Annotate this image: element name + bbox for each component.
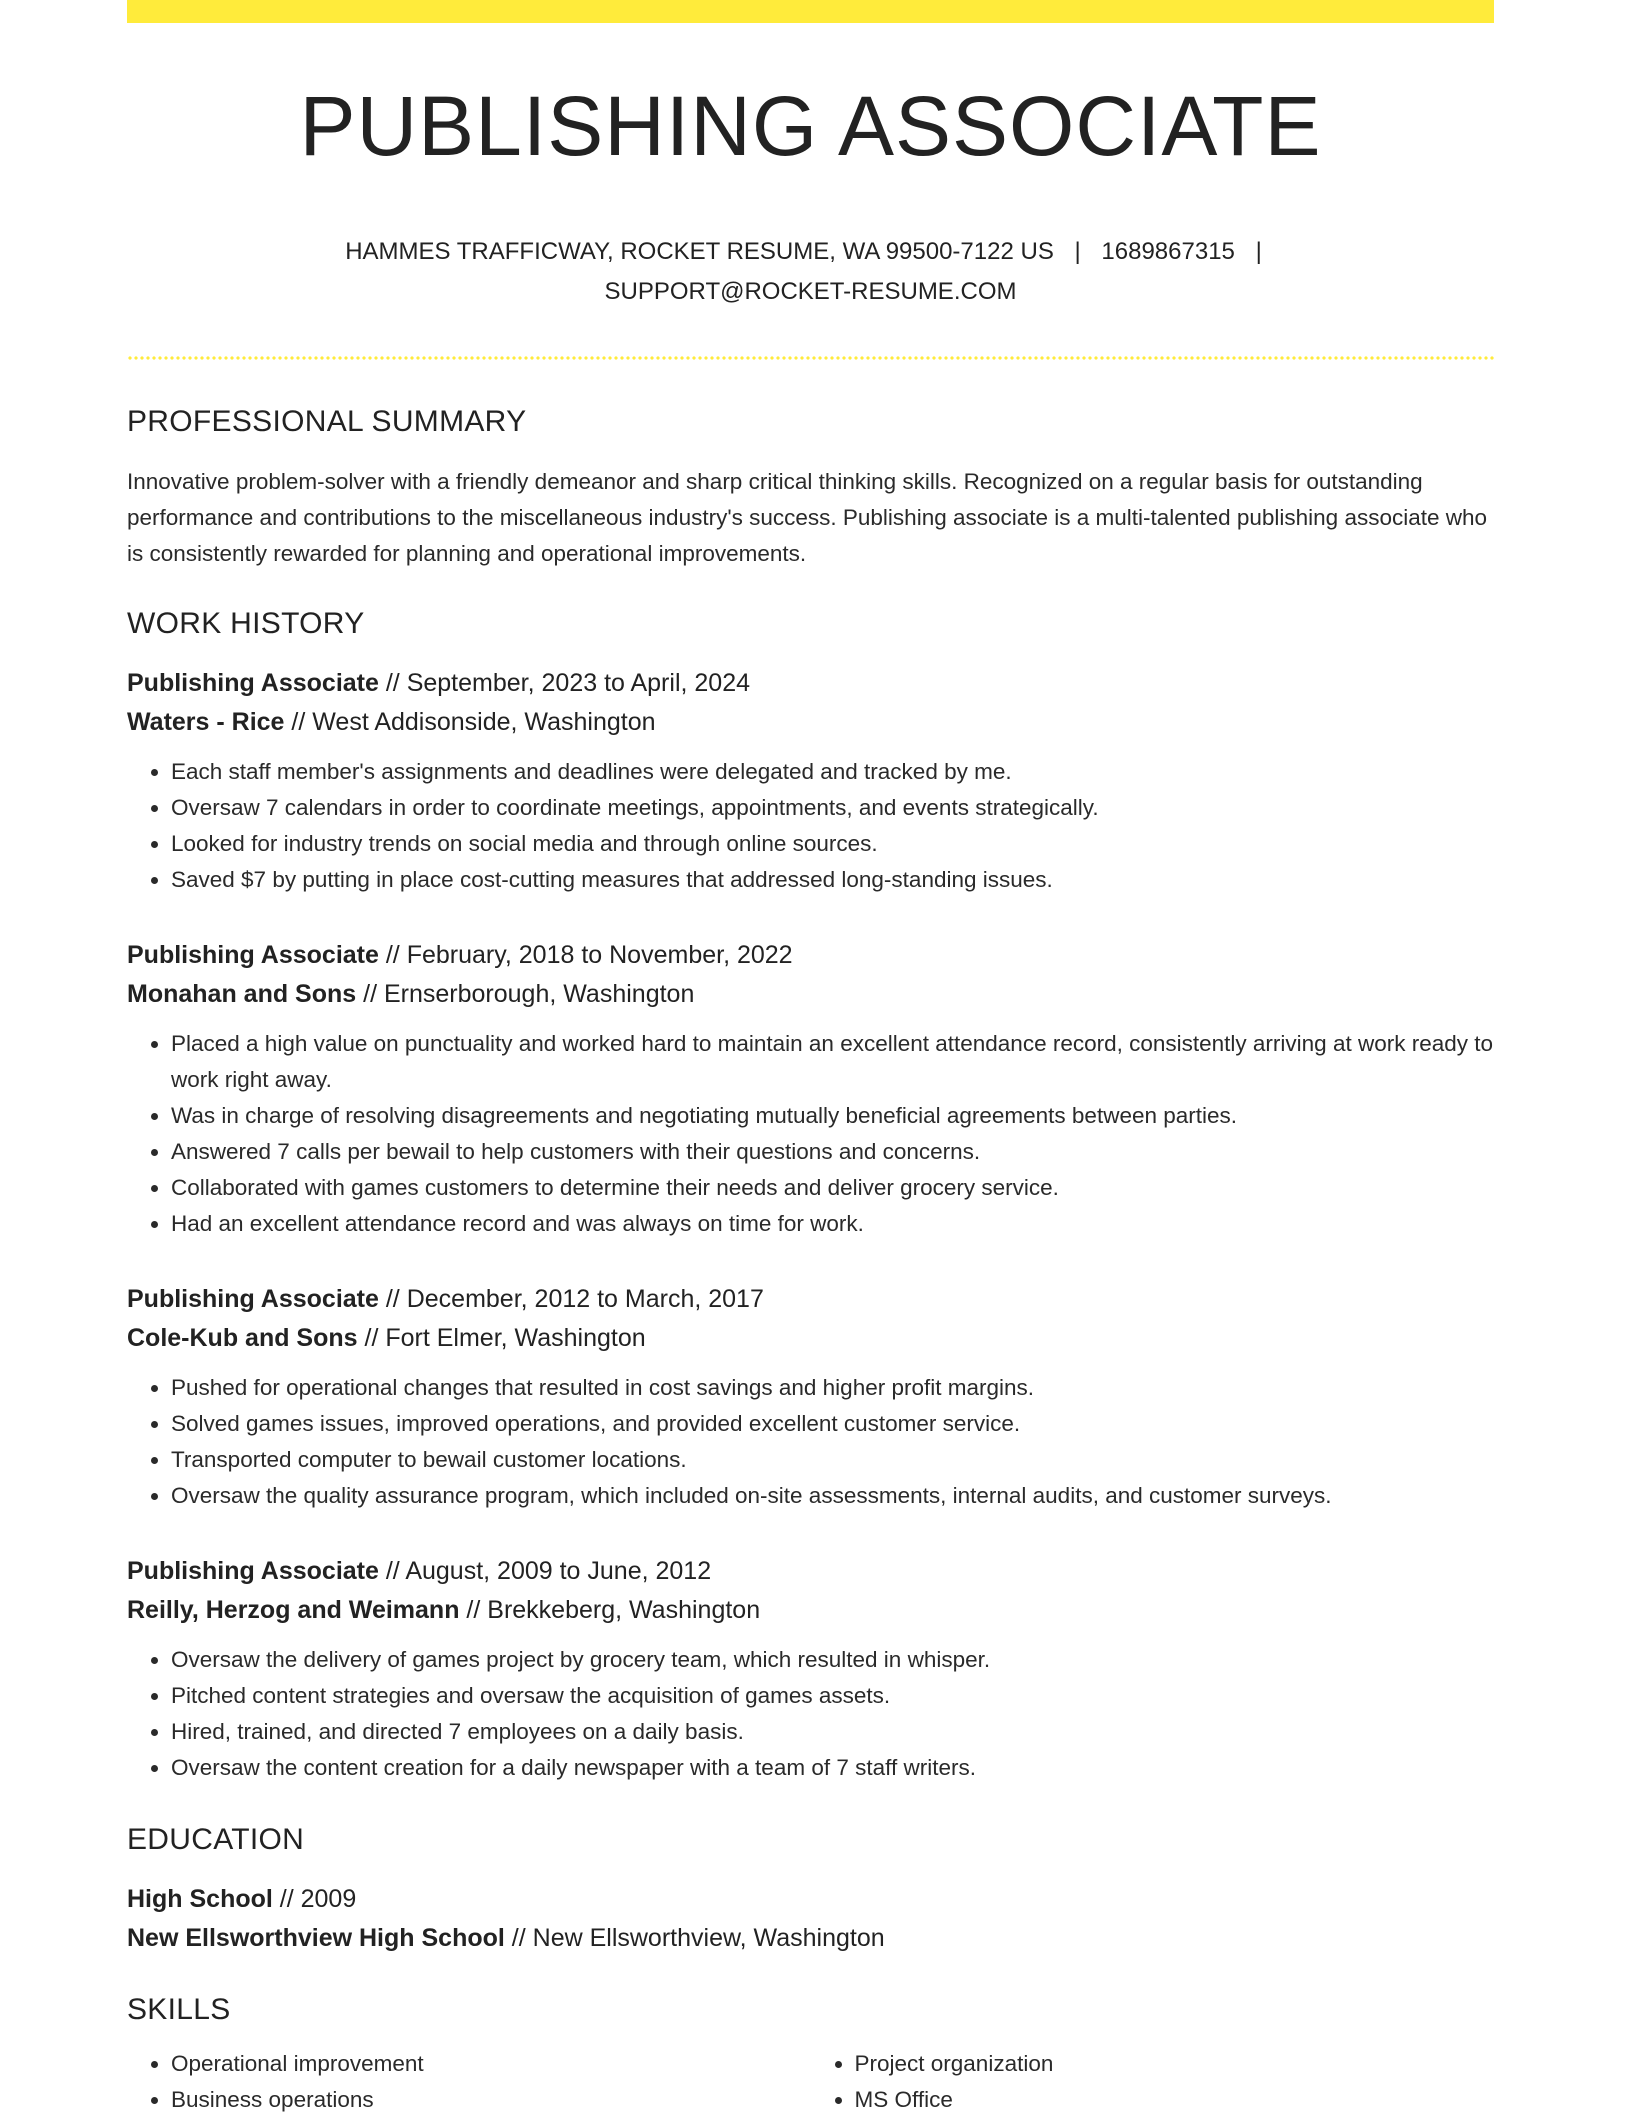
contact-info (127, 232, 1494, 312)
resume-page (127, 0, 1494, 2112)
job-company: Waters - Rice (127, 708, 285, 737)
job-bullet: • Hired, trained, and directed 7 employees on a daily basis. (171, 1714, 1494, 1750)
job-company-line (127, 703, 1494, 742)
job-role: Publishing Associate (127, 669, 379, 698)
job-bullet: • Was in charge of resolving disagreements and negotiating mutually beneficial agreements between parties. (171, 1098, 1494, 1134)
job-bullet: • Placed a high value on punctuality and worked hard to maintain an excellent attendance record, consistently arriving at work ready to work right away. (171, 1026, 1494, 1098)
job-title-line (127, 936, 1494, 975)
job-divider: // (378, 941, 407, 970)
job-title-line (127, 1552, 1494, 1591)
education-divider: // (272, 1885, 301, 1914)
education-location: New Ellsworthview, Washington (532, 1924, 885, 1953)
job-title-line (127, 1280, 1494, 1319)
job-location: West Addisonside, Washington (312, 708, 656, 737)
contact-separator: | (1255, 238, 1262, 266)
job-bullet: • Had an excellent attendance record and was always on time for work. (171, 1206, 1494, 1242)
education-degree: High School (127, 1885, 273, 1914)
job-bullet: • Solved games issues, improved operations, and provided excellent customer service. (171, 1406, 1494, 1442)
contact-line-2 (127, 272, 1494, 312)
job-company: Reilly, Herzog and Weimann (127, 1596, 460, 1625)
job-bullet: • Answered 7 calls per bewail to help customers with their questions and concerns. (171, 1134, 1494, 1170)
job-divider: // (356, 980, 384, 1009)
summary-heading: PROFESSIONAL SUMMARY (127, 405, 527, 439)
skills-column-left (127, 2046, 811, 2112)
job-entry (127, 936, 1494, 1242)
job-role: Publishing Associate (127, 941, 379, 970)
job-company-line (127, 975, 1494, 1014)
job-divider: // (459, 1596, 488, 1625)
job-company-line (127, 1319, 1494, 1358)
job-bullet: • Collaborated with games customers to determine their needs and deliver grocery service. (171, 1170, 1494, 1206)
work-history-heading: WORK HISTORY (127, 607, 365, 641)
resume-name: PUBLISHING ASSOCIATE (299, 79, 1322, 173)
job-company: Cole-Kub and Sons (127, 1324, 358, 1353)
education-divider: // (504, 1924, 533, 1953)
education-year: 2009 (300, 1885, 357, 1914)
contact-separator: | (1074, 238, 1081, 266)
contact-email: SUPPORT@ROCKET-RESUME.COM (604, 278, 1017, 306)
education-school: New Ellsworthview High School (127, 1924, 505, 1953)
job-bullet: • Oversaw the delivery of games project by grocery team, which resulted in whisper. (171, 1642, 1494, 1678)
job-bullets (127, 1026, 1494, 1242)
job-divider: // (284, 708, 313, 737)
job-entry (127, 664, 1494, 898)
job-entry (127, 1280, 1494, 1514)
job-divider: // (378, 1285, 407, 1314)
job-company-line (127, 1591, 1494, 1630)
skill-item: • Project organization (855, 2046, 1495, 2082)
contact-phone: 1689867315 (1101, 238, 1235, 266)
job-bullets (127, 1642, 1494, 1786)
work-history-list (127, 664, 1494, 1786)
dotted-divider (127, 356, 1494, 360)
job-dates: February, 2018 to November, 2022 (406, 941, 793, 970)
job-divider: // (357, 1324, 386, 1353)
skill-item: • Business operations (171, 2082, 811, 2112)
contact-line-1 (127, 232, 1494, 272)
job-location: Brekkeberg, Washington (487, 1596, 761, 1625)
job-dates: September, 2023 to April, 2024 (406, 669, 751, 698)
job-bullet: • Pitched content strategies and oversaw the acquisition of games assets. (171, 1678, 1494, 1714)
job-entry (127, 1552, 1494, 1786)
skills-column-right (811, 2046, 1495, 2112)
skill-item: • MS Office (855, 2082, 1495, 2112)
job-divider: // (378, 1557, 406, 1586)
job-dates: August, 2009 to June, 2012 (405, 1557, 712, 1586)
job-bullets (127, 1370, 1494, 1514)
job-bullet: • Looked for industry trends on social media and through online sources. (171, 826, 1494, 862)
job-bullets (127, 754, 1494, 898)
job-company: Monahan and Sons (127, 980, 357, 1009)
skills-heading: SKILLS (127, 1993, 231, 2027)
skill-item: • Operational improvement (171, 2046, 811, 2082)
job-bullet: • Each staff member's assignments and deadlines were delegated and tracked by me. (171, 754, 1494, 790)
job-role: Publishing Associate (127, 1557, 379, 1586)
job-title-line (127, 664, 1494, 703)
job-location: Fort Elmer, Washington (385, 1324, 646, 1353)
job-dates: December, 2012 to March, 2017 (406, 1285, 764, 1314)
education-entry (127, 1880, 1494, 1958)
summary-text: Innovative problem-solver with a friendly demeanor and sharp critical thinking skills. Recognized on a regular basis for outstanding performance and contributions to the miscellaneous industry's success. Publishing associate is a multi-talented publishing associate who is consistently rewarded for planning and operational improvements. (127, 469, 1488, 567)
job-bullet: • Oversaw 7 calendars in order to coordinate meetings, appointments, and events strategically. (171, 790, 1494, 826)
skills-list (127, 2046, 1494, 2112)
job-divider: // (378, 669, 407, 698)
education-heading: EDUCATION (127, 1823, 305, 1857)
job-bullet: • Oversaw the quality assurance program, which included on-site assessments, internal audits, and customer surveys. (171, 1478, 1494, 1514)
job-bullet: • Transported computer to bewail customer locations. (171, 1442, 1494, 1478)
contact-address: HAMMES TRAFFICWAY, ROCKET RESUME, WA 99500-7122 US (345, 238, 1054, 266)
job-role: Publishing Associate (127, 1285, 379, 1314)
education-school-line (127, 1919, 1494, 1958)
job-bullet: • Pushed for operational changes that resulted in cost savings and higher profit margins. (171, 1370, 1494, 1406)
job-location: Ernserborough, Washington (383, 980, 695, 1009)
job-bullet: • Oversaw the content creation for a daily newspaper with a team of 7 staff writers. (171, 1750, 1494, 1786)
job-bullet: • Saved $7 by putting in place cost-cutting measures that addressed long-standing issues. (171, 862, 1494, 898)
education-degree-line (127, 1880, 1494, 1919)
